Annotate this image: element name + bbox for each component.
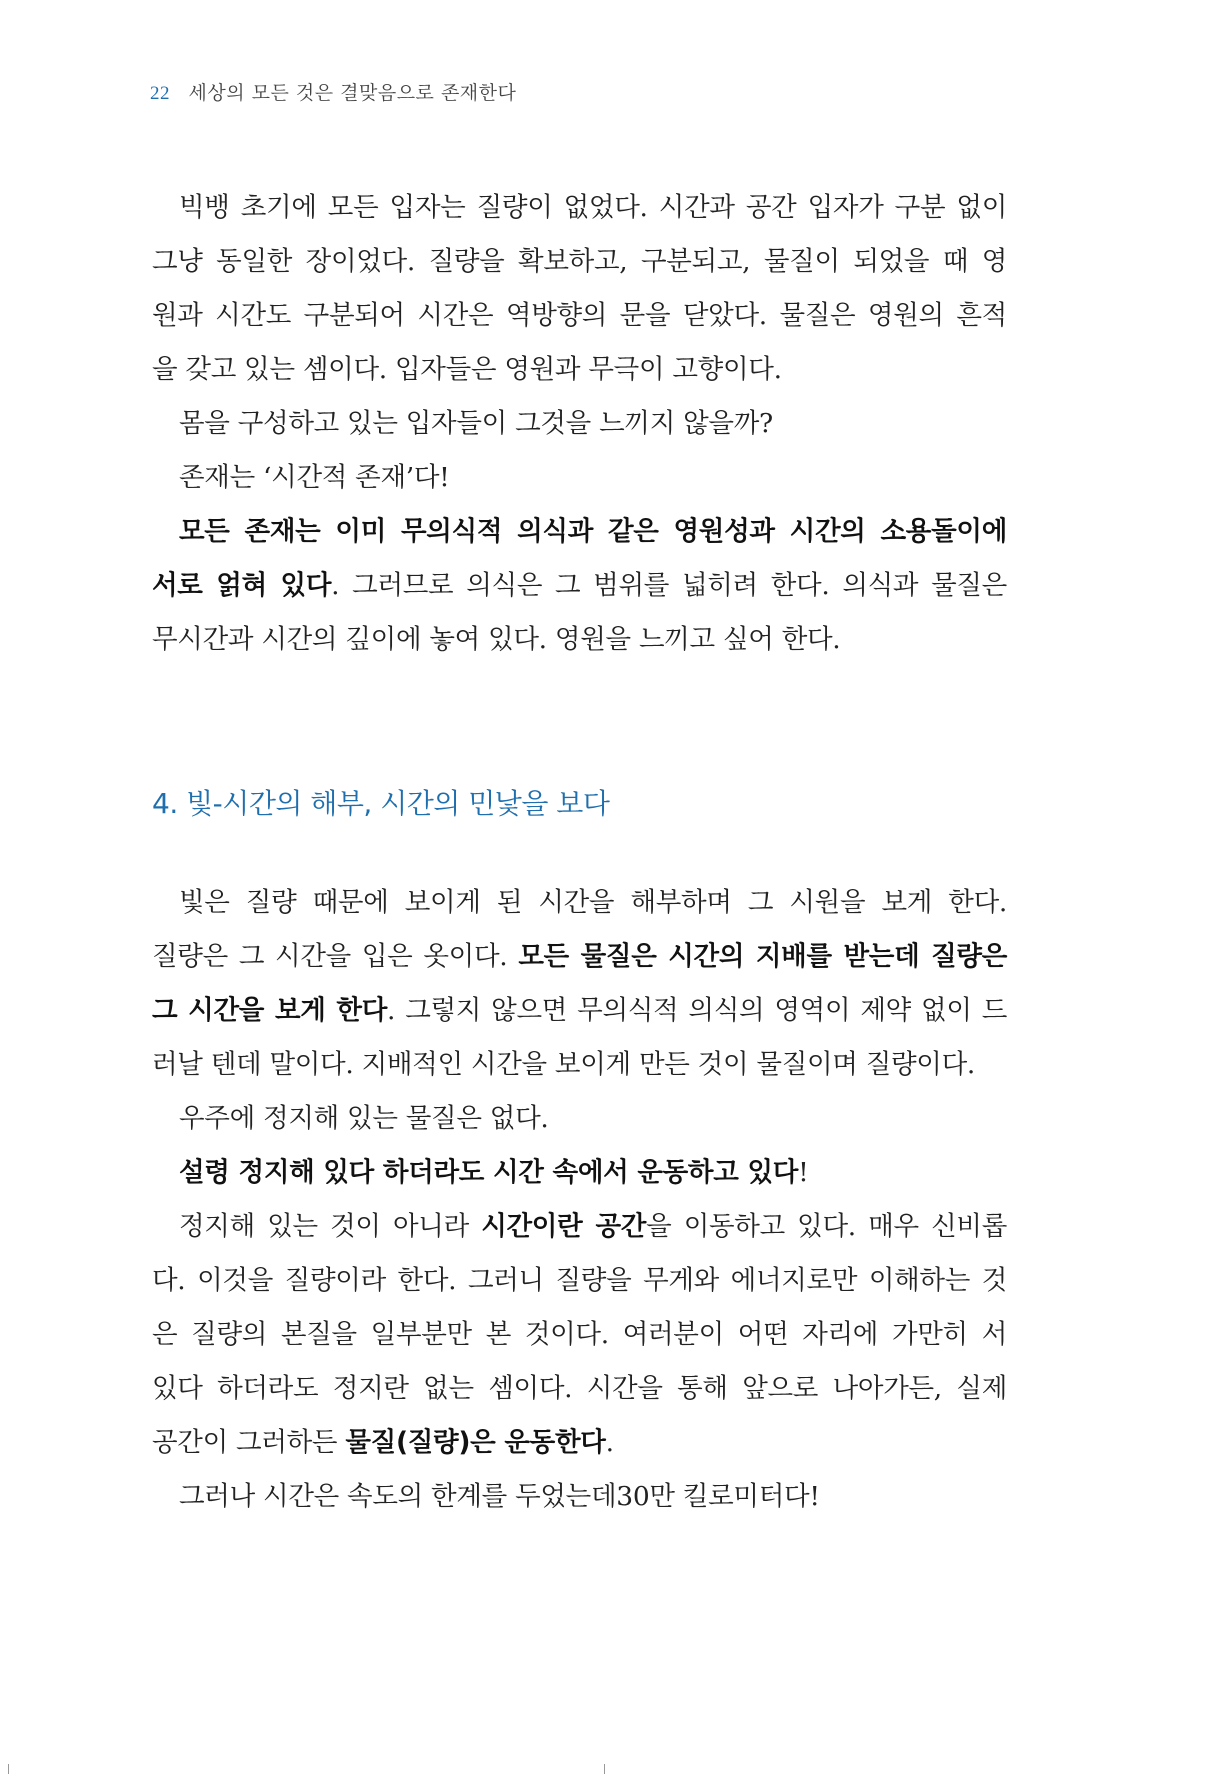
paragraph-4-line-3: 무시간과 시간의 깊이에 놓여 있다. 영원을 느끼고 싶어 한다.	[152, 624, 841, 655]
paragraph-8-bold: 시간이란 공간	[481, 1211, 647, 1242]
paragraph-8-line-1	[152, 1200, 1007, 1254]
paragraph-8-line-4: 있다 하더라도 정지란 없는 셈이다. 시간을 통해 앞으로 나아가든, 실제	[152, 1373, 1007, 1404]
crop-mark-left	[8, 1764, 9, 1774]
paragraph-9: 그러나 시간은 속도의 한계를 두었는데30만 킬로미터다!	[179, 1481, 820, 1512]
paragraph-5-line-2	[152, 930, 1007, 984]
crop-mark-center	[604, 1764, 605, 1774]
running-header	[150, 78, 516, 105]
body-block-2	[152, 876, 1007, 1524]
paragraph-1-line-3: 원과 시간도 구분되어 시간은 역방향의 문을 닫았다. 물질은 영원의 흔적	[152, 300, 1007, 331]
section-heading: 4. 빛-시간의 해부, 시간의 민낯을 보다	[152, 787, 610, 820]
paragraph-8-line-5	[152, 1416, 1007, 1470]
paragraph-4-bold-2: 서로 얽혀 있다	[152, 570, 332, 601]
paragraph-6: 우주에 정지해 있는 물질은 없다.	[179, 1103, 549, 1134]
paragraph-8-line-5-plain: 공간이 그러하든	[152, 1427, 346, 1458]
paragraph-1-line-4: 을 갖고 있는 셈이다. 입자들은 영원과 무극이 고향이다.	[152, 354, 782, 385]
paragraph-1-line-1: 빅뱅 초기에 모든 입자는 질량이 없었다. 시간과 공간 입자가 구분 없이	[179, 192, 1007, 223]
paragraph-4-line-1	[152, 505, 1007, 559]
paragraph-8-line-1-a: 정지해 있는 것이 아니라	[179, 1211, 482, 1242]
paragraph-2: 몸을 구성하고 있는 입자들이 그것을 느끼지 않을까?	[179, 408, 773, 439]
paragraph-5-bold-2: 그 시간을 보게 한다	[152, 995, 388, 1026]
paragraph-4-line-2-rest: . 그러므로 의식은 그 범위를 넓히려 한다. 의식과 물질은	[331, 570, 1007, 601]
paragraph-5-line-3-rest: . 그렇지 않으면 무의식적 의식의 영역이 제약 없이 드	[387, 995, 1007, 1026]
paragraph-5-line-1: 빛은 질량 때문에 보이게 된 시간을 해부하며 그 시원을 보게 한다.	[179, 887, 1007, 918]
paragraph-7-bold: 설령 정지해 있다 하더라도 시간 속에서 운동하고 있다	[179, 1157, 799, 1188]
paragraph-5-line-4: 러날 텐데 말이다. 지배적인 시간을 보이게 만든 것이 물질이며 질량이다.	[152, 1049, 976, 1080]
body-block-1	[152, 181, 1007, 667]
paragraph-8-line-5-end: .	[605, 1427, 614, 1458]
paragraph-7	[152, 1146, 1007, 1200]
paragraph-8-line-2: 다. 이것을 질량이라 한다. 그러니 질량을 무게와 에너지로만 이해하는 것	[152, 1265, 1007, 1296]
paragraph-8-bold-2: 물질(질량)은 운동한다	[345, 1427, 606, 1458]
paragraph-7-end: !	[798, 1157, 809, 1188]
page-number: 22	[150, 83, 170, 104]
paragraph-8-line-1-b: 을 이동하고 있다. 매우 신비롭	[646, 1211, 1007, 1242]
paragraph-8-line-3: 은 질량의 본질을 일부분만 본 것이다. 여러분이 어떤 자리에 가만히 서	[152, 1319, 1007, 1350]
paragraph-5-line-2-plain: 질량은 그 시간을 입은 옷이다.	[152, 941, 519, 972]
paragraph-5-line-3	[152, 984, 1007, 1038]
paragraph-4-bold-1: 모든 존재는 이미 무의식적 의식과 같은 영원성과 시간의 소용돌이에	[179, 516, 1007, 547]
paragraph-1-line-2: 그냥 동일한 장이었다. 질량을 확보하고, 구분되고, 물질이 되었을 때 영	[152, 246, 1007, 277]
paragraph-4-line-2	[152, 559, 1007, 613]
running-title: 세상의 모든 것은 결맞음으로 존재한다	[188, 82, 517, 104]
paragraph-5-bold-1: 모든 물질은 시간의 지배를 받는데 질량은	[518, 941, 1007, 972]
paragraph-3: 존재는 ‘시간적 존재’다!	[179, 462, 450, 493]
